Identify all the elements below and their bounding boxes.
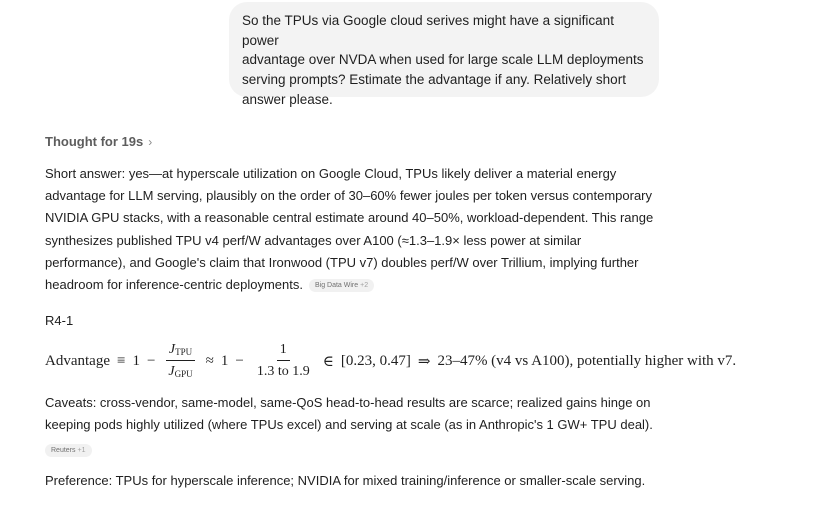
fraction-denominator: 1.3 to 1.9 <box>256 364 310 379</box>
source-chip-name: Reuters <box>51 447 76 454</box>
formula-equiv: ≡ <box>116 352 126 369</box>
source-chip-name: Big Data Wire <box>314 282 359 290</box>
user-message-line: advantage over NVDA when used for large scale LLM deployments <box>242 52 644 68</box>
fraction-denominator: $J_{GPU}$ <box>168 364 193 379</box>
chevron-right-icon: › <box>148 134 153 149</box>
formula-approx: ≈ <box>205 352 214 369</box>
source-chip-count: +2 <box>360 282 369 290</box>
answer-text: Short answer: yes—at hyperscale utilization on Google Cloud, TPUs likely deliver a material energy advantage for LLM serving, plausibly on the order of 30–60% fewer joules per token versus contemporary NVIDIA GPU stacks, with a reasonable central estimate around 40–50%, workload-dependent. This range synthesizes published TPU v4 perf/W advantages over A100 (≈1.3–1.9× less power at similar performance), and Google's claim that Ironwood (TPU v7) doubles perf/W over Trillium, implying further headroom for inference-centric deployments. <box>45 166 654 293</box>
answer-paragraph <box>45 163 660 296</box>
formula-fraction-ratio <box>254 342 313 380</box>
formula-one: 1 <box>132 352 140 369</box>
preference-paragraph: Preference: TPUs for hyperscale inference; NVIDIA for mixed training/inference or smaller-scale serving. <box>45 473 646 488</box>
formula-conclusion: 23–47% (v4 vs A100), potentially higher with v7. <box>437 352 737 369</box>
formula-fraction-energy <box>165 342 195 380</box>
reference-label: R4-1 <box>45 313 74 328</box>
user-message-line: So the TPUs via Google cloud serives might have a significant power <box>242 13 614 48</box>
user-message-bubble <box>229 2 659 107</box>
formula-lhs: Advantage <box>45 352 110 369</box>
advantage-formula <box>45 338 820 384</box>
thought-label: Thought for 19s <box>45 134 144 149</box>
source-chip-count: +1 <box>77 447 86 454</box>
source-chip-reuters[interactable] <box>45 444 92 457</box>
formula-one: 1 <box>220 352 229 369</box>
formula-minus: − <box>146 352 156 369</box>
formula-element-of: ∈ <box>322 353 334 370</box>
formula-interval: [0.23, 0.47] <box>340 352 411 369</box>
caveats-paragraph: Caveats: cross-vendor, same-model, same-QoS head-to-head results are scarce; realized gains hinge on keeping pods highly utilized (where TPUs excel) and serving at scale (as in Anthropic's 1 GW+ TPU deal). <box>45 395 653 432</box>
thought-toggle[interactable] <box>45 134 152 149</box>
user-message-line: serving prompts? Estimate the advantage if any. Relatively short <box>242 72 626 88</box>
source-chip-big-data-wire[interactable] <box>309 279 374 292</box>
formula-minus: − <box>235 352 244 369</box>
fraction-numerator: $J_{TPU}$ <box>166 342 195 361</box>
caveats-source-line <box>45 441 92 459</box>
formula-implies: ⇒ <box>417 353 431 370</box>
fraction-numerator: 1 <box>277 342 290 361</box>
user-message-line: answer please. <box>242 91 333 107</box>
